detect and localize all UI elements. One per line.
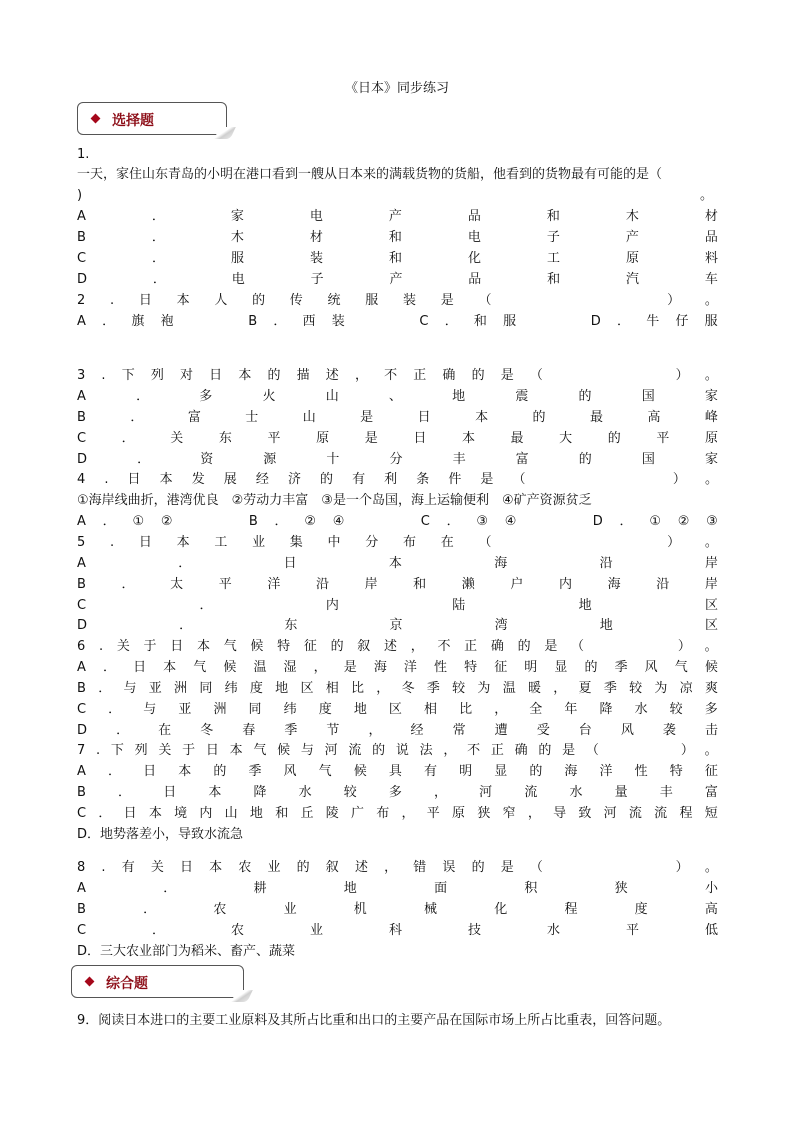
text-line: 6 . 关 于 日 本 气 候 特 征 的 叙 述 ， 不 正 确 的 是 （ ） 。	[77, 639, 718, 654]
diamond-icon	[91, 114, 101, 124]
page-title: 《日本》同步练习	[344, 81, 449, 96]
text-line: 3 . 下 列 对 日 本 的 描 述 ， 不 正 确 的 是 （ ） 。	[77, 368, 718, 383]
text-line: 5 . 日 本 工 业 集 中 分 布 在 （ ） 。	[77, 535, 718, 550]
text-line: 7 . 下 列 关 于 日 本 气 候 与 河 流 的 说 法 ， 不 正 确 的 是 （ ） 。	[77, 743, 718, 758]
text-line: B ． 与 亚 洲 同 纬 度 地 区 相 比 ， 冬 季 较 为 温 暖 ， 夏 季 较 为 凉 爽	[77, 681, 718, 696]
text-line: D ． 在 冬 春 季 节 ， 经 常 遭 受 台 风 袭 击	[77, 723, 718, 738]
text-line: A ． 日 本 海 沿 岸	[77, 556, 718, 571]
text-line: 8 . 有 关 日 本 农 业 的 叙 述 ， 错 误 的 是 （ ） 。	[77, 860, 718, 875]
line-end-mark: 。	[700, 188, 714, 203]
text-line: 4 . 日 本 发 展 经 济 的 有 利 条 件 是 （ ） 。	[77, 472, 718, 487]
text-line: ①海岸线曲折，港湾优良 ②劳动力丰富 ③是一个岛国，海上运输便利 ④矿产资源贫乏	[77, 493, 592, 508]
text-line: B ． 日 本 降 水 较 多 ， 河 流 水 量 丰 富	[77, 785, 718, 800]
text-line: A ． 耕 地 面 积 狭 小	[77, 881, 718, 896]
text-line: A ． 日 本 的 季 风 气 候 具 有 明 显 的 海 洋 性 特 征	[77, 764, 718, 779]
text-line: 9．阅读日本进口的主要工业原料及其所占比重和出口的主要产品在国际市场上所占比重表，回答问题。	[77, 1013, 671, 1028]
text-line: A ． 家 电 产 品 和 木 材	[77, 209, 718, 224]
text-line: C ． 服 装 和 化 工 原 料	[77, 251, 718, 266]
text-line: D ． 东 京 湾 地 区	[77, 618, 718, 633]
text-line: C ． 内 陆 地 区	[77, 598, 718, 613]
text-line: D ． 资 源 十 分 丰 富 的 国 家	[77, 452, 718, 467]
text-line: 一天，家住山东青岛的小明在港口看到一艘从日本来的满载货物的货船，他看到的货物最有可能的是（	[77, 167, 663, 182]
text-line: 1.	[77, 147, 90, 162]
text-line: B ． 富 士 山 是 日 本 的 最 高 峰	[77, 410, 718, 425]
text-line: B ． 农 业 机 械 化 程 度 高	[77, 902, 718, 917]
section-header-choice	[77, 102, 227, 135]
text-line: C ． 关 东 平 原 是 日 本 最 大 的 平 原	[77, 431, 718, 446]
section-label: 选择题	[112, 113, 154, 129]
text-line: D．地势落差小，导致水流急	[77, 827, 244, 842]
text-line: B ． 木 材 和 电 子 产 品	[77, 230, 718, 245]
text-line: C ． 农 业 科 技 水 平 低	[77, 923, 718, 938]
section-header-comprehensive	[71, 965, 244, 998]
text-line: B ． 太 平 洋 沿 岸 和 濑 户 内 海 沿 岸	[77, 577, 718, 592]
text-line: A ． ① ② B ． ② ④ C ． ③ ④ D ． ① ② ③	[77, 514, 718, 529]
text-line: A ． 旗 袍 B ． 西 装 C ． 和 服 D ． 牛 仔 服	[77, 314, 718, 329]
text-line: D．三大农业部门为稻米、畜产、蔬菜	[77, 944, 296, 959]
text-line: C ． 与 亚 洲 同 纬 度 地 区 相 比 ， 全 年 降 水 较 多	[77, 702, 718, 717]
text-line: A ． 多 火 山 、 地 震 的 国 家	[77, 389, 718, 404]
diamond-icon	[85, 977, 95, 987]
text-line: 2 . 日 本 人 的 传 统 服 装 是 （ ） 。	[77, 293, 718, 308]
text-line: D ． 电 子 产 品 和 汽 车	[77, 272, 718, 287]
section-label: 综合题	[106, 976, 148, 992]
text-line: A ． 日 本 气 候 温 湿 ， 是 海 洋 性 特 征 明 显 的 季 风 气 候	[77, 660, 718, 675]
text-line: )	[77, 188, 83, 203]
text-line: C ． 日 本 境 内 山 地 和 丘 陵 广 布 ， 平 原 狭 窄 ， 导 致 河 流 流 程 短	[77, 806, 718, 821]
